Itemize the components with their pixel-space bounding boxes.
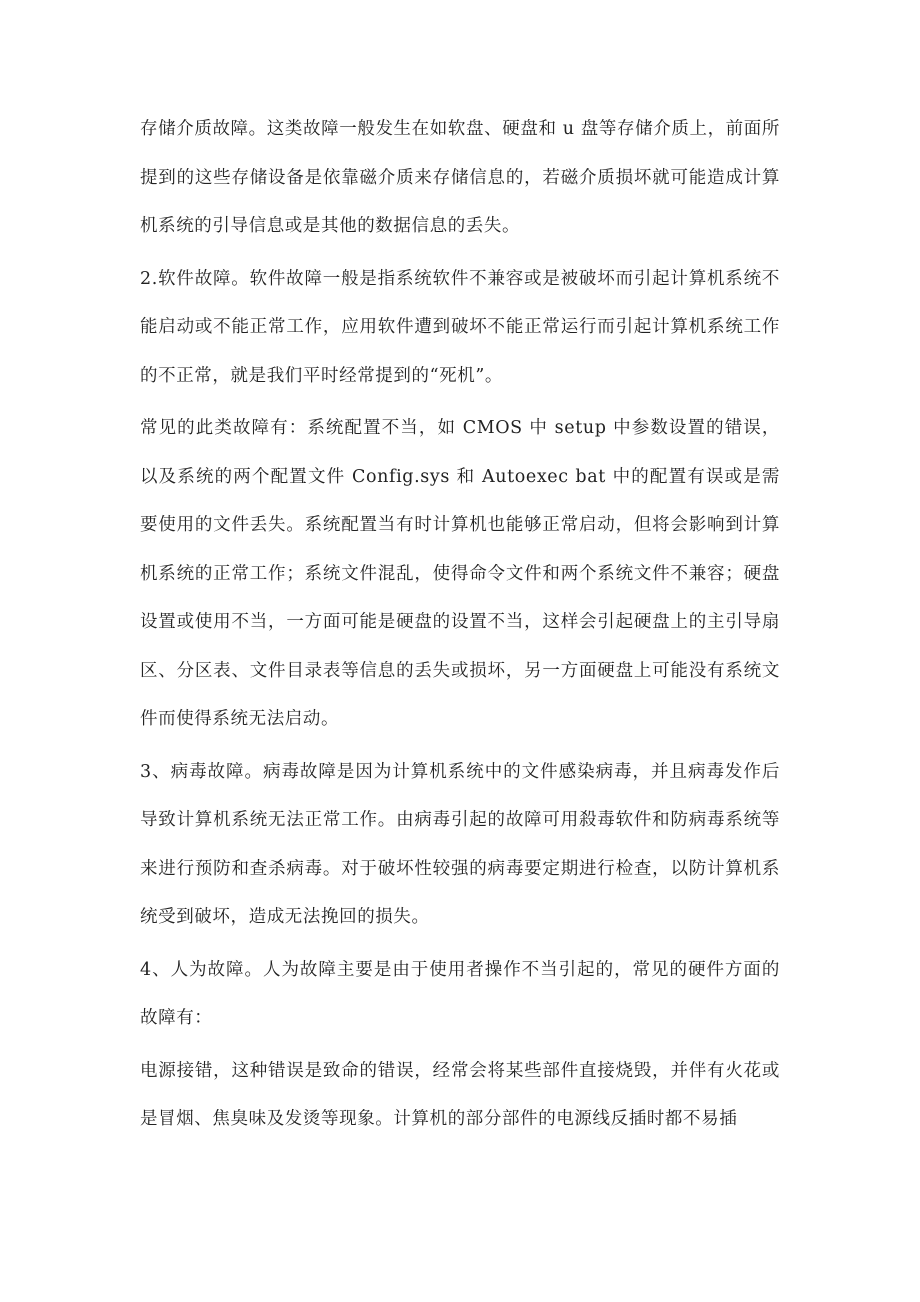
document-body xyxy=(140,105,780,1148)
paragraph-power-miswiring: 电源接错，这种错误是致命的错误，经常会将某些部件直接烧毁，并伴有火花或是冒烟、焦臭味及发烫等现象。计算机的部分部件的电源线反插时都不易插 xyxy=(140,1060,780,1129)
paragraph-storage-media-fault: 存储介质故障。这类故障一般发生在如软盘、硬盘和 u 盘等存储介质上，前面所提到的这些存储设备是依靠磁介质来存储信息的，若磁介质损坏就可能造成计算机系统的引导信息或是其他的数据信息的丢失。 xyxy=(140,119,780,236)
paragraph-software-fault: 2.软件故障。软件故障一般是指系统软件不兼容或是被破坏而引起计算机系统不能启动或不能正常工作，应用软件遭到破坏不能正常运行而引起计算机系统工作的不正常，就是我们平时经常提到的“死机”。 xyxy=(140,268,780,386)
paragraph-common-faults: 常见的此类故障有：系统配置不当，如 CMOS 中 setup 中参数设置的错误，以及系统的两个配置文件 Config.sys 和 Autoexec bat 中的配置有误或是需要使用的文件丢失。系统配置当有时计算机也能够正常启动，但将会影响到计算机系统的正常工作；系统文件混乱，使得命令文件和两个系统文件不兼容；硬盘设置或使用不当，一方面可能是硬盘的设置不当，这样会引起硬盘上的主引导扇区、分区表、文件目录表等信息的丢失或损坏，另一方面硬盘上可能没有系统文件而使得系统无法启动。 xyxy=(140,418,780,729)
paragraph-virus-fault: 3、病毒故障。病毒故障是因为计算机系统中的文件感染病毒，并且病毒发作后导致计算机系统无法正常工作。由病毒引起的故障可用殺毒软件和防病毒系统等来进行预防和查杀病毒。对于破坏性较强的病毒要定期进行检查，以防计算机系统受到破坏，造成无法挽回的损失。 xyxy=(140,761,780,927)
paragraph-human-fault: 4、人为故障。人为故障主要是由于使用者操作不当引起的，常见的硬件方面的故障有： xyxy=(140,959,780,1028)
